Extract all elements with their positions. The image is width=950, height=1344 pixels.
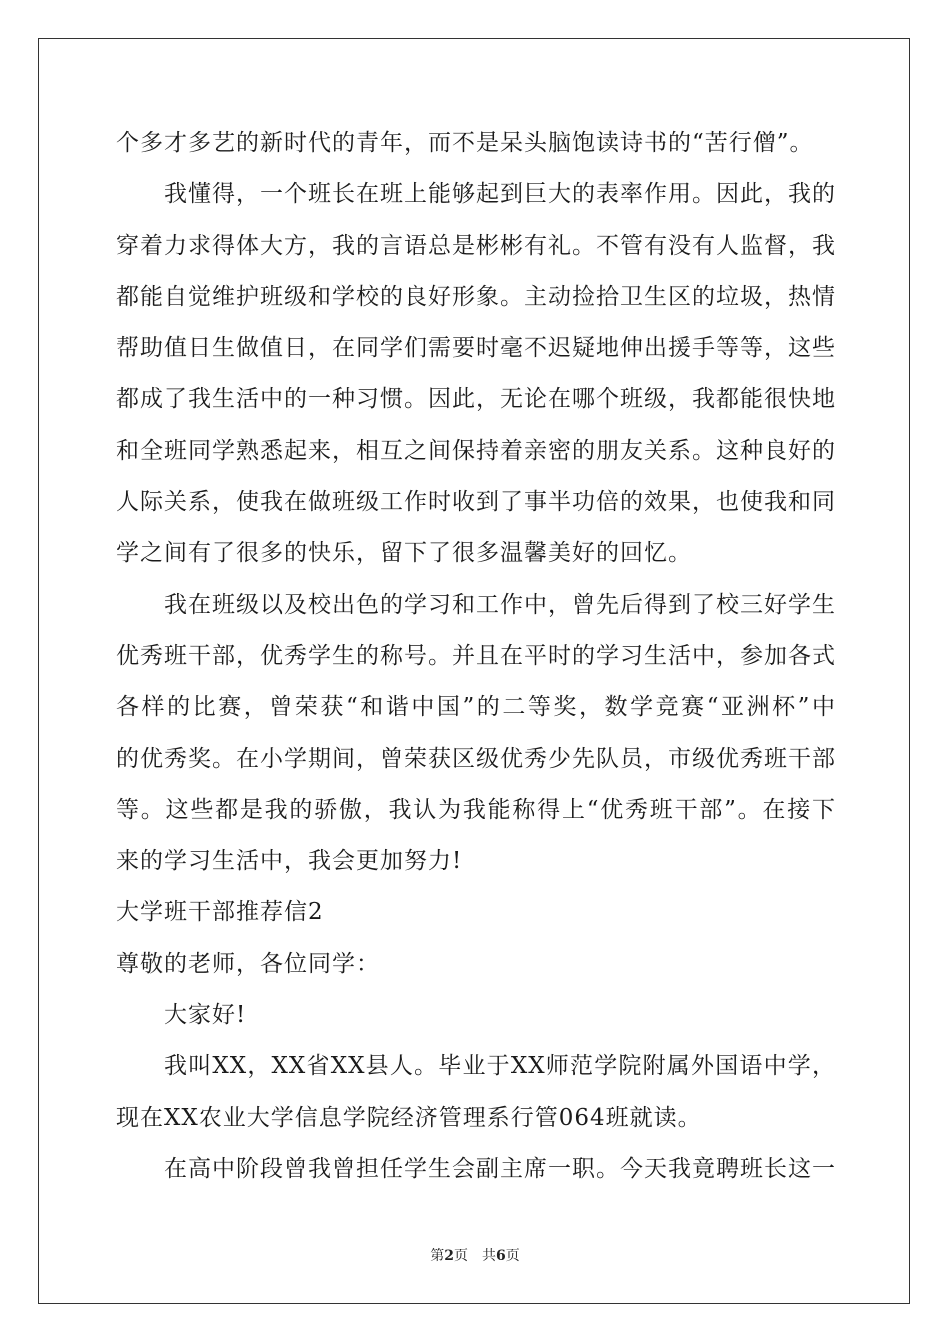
text-line: 都成了我生活中的一种习惯。因此，无论在哪个班级，我都能很快地 <box>116 386 836 413</box>
text-line: 在高中阶段曾我曾担任学生会副主席一职。今天我竟聘班长这一 <box>164 1155 836 1182</box>
footer-page-number: 2 <box>444 1248 454 1264</box>
text-line: 优秀班干部，优秀学生的称号。并且在平时的学习生活中，参加各式 <box>116 642 836 669</box>
text-line: 我懂得，一个班长在班上能够起到巨大的表率作用。因此，我的 <box>164 181 836 208</box>
footer-page-suffix: 页 <box>454 1248 468 1264</box>
text-line: 大学班干部推荐信2 <box>116 899 324 926</box>
text-line: 各样的比赛，曾荣获“和谐中国”的二等奖，数学竞赛“亚洲杯”中 <box>116 694 836 721</box>
text-line: 都能自觉维护班级和学校的良好形象。主动捡拾卫生区的垃圾，热情 <box>116 283 836 310</box>
document-body <box>116 118 836 1195</box>
text-line: 大家好! <box>164 1002 247 1029</box>
text-line: 等。这些都是我的骄傲，我认为我能称得上“优秀班干部”。在接下 <box>116 796 836 823</box>
footer-total-suffix: 页 <box>505 1248 520 1264</box>
text-line: 现在XX农业大学信息学院经济管理系行管064班就读。 <box>116 1104 702 1131</box>
text-line: 个多才多艺的新时代的青年，而不是呆头脑饱读诗书的“苦行僧”。 <box>116 130 814 156</box>
text-line: 穿着力求得体大方，我的言语总是彬彬有礼。不管有没有人监督，我 <box>116 232 836 259</box>
text-line: 和全班同学熟悉起来，相互之间保持着亲密的朋友关系。这种良好的 <box>116 437 836 464</box>
text-line: 学之间有了很多的快乐，留下了很多温馨美好的回忆。 <box>116 540 692 567</box>
footer-page-prefix: 第 <box>430 1248 445 1264</box>
text-line: 的优秀奖。在小学期间，曾荣获区级优秀少先队员，市级优秀班干部 <box>116 745 836 772</box>
footer-total-pages: 6 <box>496 1248 506 1264</box>
text-line: 尊敬的老师，各位同学： <box>116 950 380 977</box>
page-footer <box>0 1245 950 1265</box>
text-line: 来的学习生活中，我会更加努力! <box>116 848 463 875</box>
text-line: 我在班级以及校出色的学习和工作中，曾先后得到了校三好学生 <box>164 591 836 618</box>
text-line: 我叫XX，XX省XX县人。毕业于XX师范学院附属外国语中学， <box>164 1053 836 1080</box>
footer-total-prefix: 共 <box>482 1248 496 1264</box>
text-line: 人际关系，使我在做班级工作时收到了事半功倍的效果，也使我和同 <box>116 489 836 516</box>
text-line: 帮助值日生做值日，在同学们需要时毫不迟疑地伸出援手等等，这些 <box>116 335 836 362</box>
